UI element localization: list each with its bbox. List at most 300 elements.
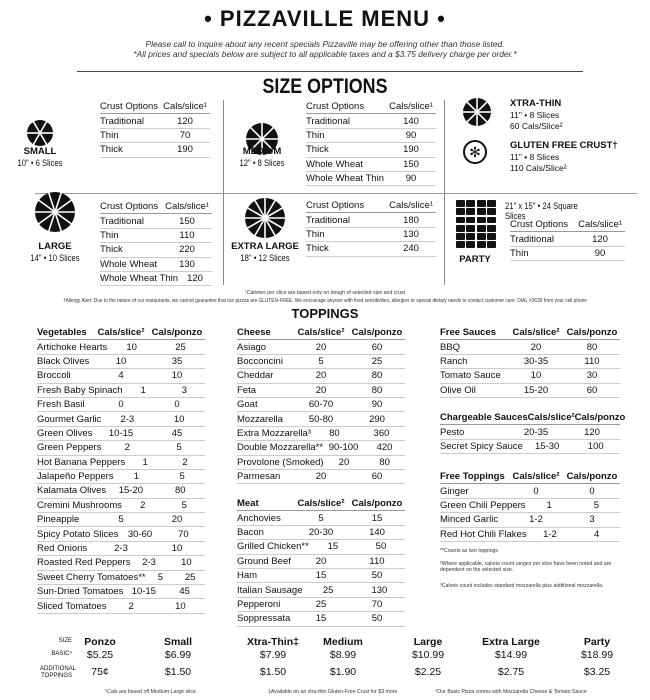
row-value: 45 (171, 427, 183, 439)
row-label-additional: ADDITIONAL TOPPINGS (40, 666, 77, 679)
category-name: Free Toppings (440, 471, 505, 483)
row-label: Green Olives (37, 427, 93, 439)
row-label: Jalapeño Peppers (37, 471, 114, 483)
row-value: 10 (171, 543, 183, 555)
row-value: 80 (586, 341, 598, 353)
table-row (440, 425, 620, 439)
row-value: 110 (369, 555, 385, 567)
col-header: Cals/slice² (97, 327, 145, 339)
row-label: Feta (237, 384, 257, 396)
table-row (237, 427, 405, 441)
row-label-basic: BASIC⁴ (51, 651, 72, 657)
row-value: 3 (589, 514, 595, 526)
size-name: SMALL (23, 146, 57, 157)
row-label: Italian Sausage (237, 584, 303, 596)
row-value: 1 (142, 456, 148, 468)
row-label: Whole Wheat (100, 258, 158, 270)
price-size: Small (163, 636, 192, 648)
row-label-size: SIZE (58, 638, 72, 644)
row-label: Ham (237, 570, 258, 582)
table-row (237, 441, 405, 455)
table-row (306, 158, 436, 172)
row-value: 2 (128, 600, 134, 612)
table-header (306, 199, 436, 213)
price-additional: $3.25 (583, 666, 611, 678)
table-row (237, 612, 405, 626)
row-label: Kalamata Olives (37, 485, 107, 497)
table-row (37, 527, 205, 541)
size-dims: 21" x 15" • 24 Square Slices (505, 201, 578, 221)
table-row (100, 143, 210, 157)
row-label: Black Olives (37, 355, 90, 367)
row-value: 60 (586, 384, 598, 396)
cheese-table (237, 326, 405, 484)
row-label: Soppressata (237, 613, 291, 625)
row-label: Gourmet Garlic (37, 413, 102, 425)
col-header: Cals/slice² (527, 412, 575, 424)
table-row (237, 540, 405, 554)
price-size: Ponzo (84, 636, 116, 648)
row-value: 70 (371, 598, 383, 610)
table-row (37, 355, 205, 369)
row-value: 5 (181, 499, 187, 511)
row-label: Whole Wheat Thin (100, 273, 178, 285)
size-dims: 11" • 8 Slices (510, 110, 560, 120)
table-row (510, 247, 625, 261)
row-label: Traditional (100, 115, 145, 127)
row-label: Cheddar (237, 370, 274, 382)
row-label: Thin (510, 247, 529, 259)
medium-table (306, 100, 436, 186)
row-label: Double Mozzarella** (237, 442, 324, 454)
table-row (37, 456, 205, 470)
row-value: 220 (179, 244, 195, 256)
divider (77, 71, 583, 72)
size-dims: 11" • 8 Slices (510, 152, 560, 162)
table-row (237, 555, 405, 569)
row-value: 2-3 (114, 543, 128, 555)
row-value: 140 (403, 115, 419, 127)
row-value: 20 (315, 341, 327, 353)
col-header: Crust Options (100, 101, 159, 113)
large-table (100, 200, 212, 286)
table-row (237, 526, 405, 540)
table-row (440, 369, 620, 383)
row-label: Pepperoni (237, 598, 281, 610)
row-value: 15 (327, 541, 339, 553)
row-label: Pineapple (37, 514, 80, 526)
row-label: Thin (306, 129, 325, 141)
row-value: 50-80 (308, 413, 334, 425)
row-label: Red Onions (37, 543, 88, 555)
price-size: Medium (323, 636, 363, 648)
price-basic: $8.99 (329, 649, 357, 661)
gluten-free-icon: ✻ (463, 140, 487, 164)
menu-title: • PIZZAVILLE MENU • (204, 6, 446, 31)
table-header (306, 100, 436, 114)
size-name: LARGE (38, 241, 72, 252)
row-label: Sweet Cherry Tomatoes** (37, 571, 146, 583)
row-value: 360 (373, 427, 390, 439)
row-value: 50 (371, 613, 383, 625)
row-value: 130 (403, 228, 419, 240)
row-value: 10 (173, 413, 185, 425)
row-value: 2-3 (142, 557, 156, 569)
table-row (37, 412, 205, 426)
table-row (237, 569, 405, 583)
size-dims: 14" • 10 Slices (30, 253, 80, 263)
row-value: 10 (530, 370, 542, 382)
xtra-thin-pizza-icon (461, 96, 493, 133)
row-label: Hot Banana Peppers (37, 456, 126, 468)
size-name: GLUTEN FREE CRUST† (510, 140, 618, 151)
row-value: 90-100 (328, 442, 359, 454)
row-value: 180 (403, 214, 419, 226)
row-value: 4 (594, 528, 600, 540)
row-label: Minced Garlic (440, 514, 499, 526)
row-value: 3 (181, 384, 188, 396)
price-additional: $1.50 (259, 666, 287, 678)
price-size: Party (583, 636, 611, 648)
row-label: Thin (100, 129, 119, 141)
row-value: 15-30 (535, 440, 560, 452)
row-value: 25 (315, 598, 327, 610)
size-name: EXTRA LARGE (231, 241, 299, 252)
row-label: Whole Wheat Thin (306, 173, 384, 185)
row-value: 1 (133, 471, 140, 483)
table-row (440, 340, 620, 354)
price-basic: $7.99 (259, 649, 287, 661)
row-value: 0 (533, 485, 539, 497)
table-row (37, 398, 205, 412)
col-header: Cals/ponzo (574, 412, 626, 424)
col-header: Cals/slice¹ (165, 201, 209, 213)
row-value: 35 (171, 355, 183, 367)
size-name: PARTY (459, 254, 491, 265)
size-name: MEDIUM (242, 146, 282, 157)
row-value: 150 (179, 215, 195, 227)
table-header (237, 497, 405, 511)
table-row (306, 143, 436, 157)
row-label: Olive Oil (440, 384, 476, 396)
size-dims: 18" • 12 Slices (240, 253, 290, 263)
row-value: 15 (371, 512, 383, 524)
table-row (440, 355, 620, 369)
row-value: 190 (403, 144, 419, 156)
table-row (100, 114, 210, 128)
row-value: 20 (171, 514, 183, 526)
row-value: 80 (329, 427, 340, 439)
price-size: Large (413, 636, 443, 648)
table-header (100, 100, 210, 114)
table-row (100, 272, 212, 286)
row-value: 70 (178, 528, 189, 540)
price-size: Xtra-Thin‡ (247, 636, 299, 648)
chargeable_sauces-table (440, 411, 626, 454)
row-value: 60-70 (308, 399, 334, 411)
row-value: 25 (175, 341, 186, 353)
row-label: Whole Wheat (306, 158, 364, 170)
size-cals: 110 Cals/Slice² (510, 163, 567, 173)
row-value: 20-35 (523, 426, 549, 438)
row-value: 10-15 (131, 586, 156, 598)
row-value: 5 (179, 471, 185, 483)
col-header: Cals/ponzo (566, 327, 618, 339)
col-header: Cals/slice¹ (389, 101, 433, 113)
row-value: 90 (405, 173, 417, 185)
table-row (237, 470, 405, 484)
table-row (306, 129, 436, 143)
size-dims: 12" • 8 Slices (239, 158, 285, 168)
table-row (100, 129, 210, 143)
row-label: Fresh Baby Spinach (37, 384, 123, 396)
row-value: 0 (118, 399, 124, 411)
row-value: 10 (171, 370, 183, 382)
meat-table (237, 497, 405, 627)
row-value: 2 (140, 499, 146, 511)
party-pizza-icon (456, 200, 496, 248)
row-value: 100 (587, 440, 604, 452)
price-note: ⁵Cals are based off Medium-Large slice (105, 689, 196, 695)
row-value: 240 (403, 243, 419, 255)
free_toppings-table (440, 470, 620, 542)
row-value: 20-30 (308, 526, 334, 538)
row-value: 30 (586, 370, 598, 382)
row-value: 120 (177, 115, 193, 127)
size-name: XTRA-THIN (510, 98, 562, 109)
col-header: Crust Options (100, 201, 159, 213)
table-row (510, 232, 625, 246)
row-label: Green Peppers (37, 442, 102, 454)
row-label: Thick (306, 144, 329, 156)
row-value: 80 (174, 485, 186, 497)
row-label: Thin (100, 229, 119, 241)
table-row (100, 214, 212, 228)
row-label: Thick (100, 144, 123, 156)
row-label: Cremini Mushrooms (37, 499, 122, 511)
row-value: 120 (592, 233, 608, 245)
table-row (37, 441, 205, 455)
table-row (237, 456, 405, 470)
row-label: Sun-Dried Tomatoes (37, 586, 124, 598)
table-row (237, 398, 405, 412)
row-value: 1-2 (529, 514, 543, 526)
table-row (237, 598, 405, 612)
row-label: Goat (237, 399, 258, 411)
tax-note: *All prices and specials below are subject to all applicable taxes and a $3.75 delivery charge per order.* (133, 49, 517, 59)
row-value: 20 (338, 456, 350, 468)
row-value: 110 (179, 229, 195, 241)
table-row (37, 484, 205, 498)
row-value: 15-20 (118, 485, 144, 497)
row-label: Tomato Sauce (440, 370, 501, 382)
table-row (306, 172, 436, 186)
row-value: 2 (124, 442, 130, 454)
table-row (37, 571, 205, 585)
row-value: 20 (315, 555, 327, 567)
table-row (237, 355, 405, 369)
table-row (440, 499, 620, 513)
table-row (237, 369, 405, 383)
row-label: Bacon (237, 526, 264, 538)
row-value: 90 (405, 129, 417, 141)
row-label: Thin (306, 228, 325, 240)
table-row (440, 484, 620, 498)
col-header: Crust Options (306, 101, 365, 113)
table-row (37, 470, 205, 484)
col-header: Cals/slice¹ (389, 200, 433, 212)
table-row (100, 229, 212, 243)
col-header: Cals/slice¹ (578, 219, 622, 231)
price-note: ‡Available on an xtra-thin Gluten-Free Crust for $3 more (268, 689, 398, 695)
row-value: 80 (371, 370, 383, 382)
row-value: 50 (375, 541, 387, 553)
row-value: 70 (179, 129, 191, 141)
col-header: Cals/slice² (297, 498, 345, 510)
row-label: Roasted Red Peppers (37, 557, 131, 569)
table-row (37, 556, 205, 570)
price-size: Extra Large (482, 636, 540, 648)
row-value: 20 (530, 341, 542, 353)
row-label: Traditional (510, 233, 555, 245)
price-additional: $1.50 (164, 666, 192, 678)
table-row (440, 384, 620, 398)
row-value: 150 (403, 158, 419, 170)
table-row (37, 369, 205, 383)
table-row (100, 258, 212, 272)
row-label: Red Hot Chili Flakes (440, 528, 527, 540)
col-header: Cals/ponzo (351, 498, 403, 510)
col-header: Crust Options (306, 200, 365, 212)
table-row (306, 114, 436, 128)
row-value: 60 (371, 471, 383, 483)
divider (35, 193, 637, 194)
row-value: 130 (179, 258, 195, 270)
table-row (37, 499, 205, 513)
row-value: 80 (379, 456, 390, 468)
pizza-extra_large-icon (243, 196, 287, 245)
col-header: Cals/slice² (512, 327, 560, 339)
row-label: Anchovies (237, 512, 281, 524)
row-value: 90 (594, 247, 606, 259)
row-value: 80 (371, 384, 383, 396)
row-value: 5 (176, 442, 182, 454)
table-row (37, 384, 205, 398)
toppings-title: TOPPINGS (291, 306, 359, 321)
row-label: Broccoli (37, 370, 71, 382)
category-name: Free Sauces (440, 327, 496, 339)
extra_large-table (306, 199, 436, 257)
free_sauces-table (440, 326, 620, 398)
row-value: 1-2 (543, 528, 557, 540)
table-row (237, 340, 405, 354)
col-header: Cals/slice² (297, 327, 345, 339)
party-table (510, 218, 625, 261)
table-row (306, 213, 436, 227)
row-value: 25 (322, 584, 334, 596)
row-value: 15 (315, 570, 327, 582)
row-value: 50 (371, 570, 383, 582)
row-value: 15-20 (523, 384, 549, 396)
row-value: 5 (318, 512, 324, 524)
row-value: 10 (115, 355, 127, 367)
row-value: 2 (182, 456, 188, 468)
row-value: 0 (589, 485, 595, 497)
row-label: Asiago (237, 341, 267, 353)
price-note: ⁴Our Basic Pizza comes with Mozzarella Cheese & Tomato Sauce (435, 689, 587, 695)
toppings-note: **Counts as two toppings (440, 548, 498, 554)
row-value: 1 (140, 384, 146, 396)
toppings-note: ²Where applicable, calorie count ranges per slice have been noted and are dependent on the selected size. (440, 561, 612, 573)
size-options-title: SIZE OPTIONS (262, 75, 388, 98)
pizza-large-icon (33, 190, 77, 239)
price-basic: $14.99 (494, 649, 528, 661)
row-value: 60 (371, 341, 383, 353)
row-value: 25 (371, 355, 383, 367)
row-label: Provolone (Smoked) (237, 456, 324, 468)
row-value: 10 (175, 600, 186, 612)
table-row (237, 583, 405, 597)
row-label: Grilled Chicken** (237, 541, 309, 553)
table-row (37, 340, 205, 354)
table-header (37, 326, 205, 340)
row-label: Traditional (306, 115, 351, 127)
row-label: Thick (306, 243, 329, 255)
row-label: Ranch (440, 355, 468, 367)
table-row (37, 542, 205, 556)
category-name: Vegetables (37, 327, 87, 339)
table-row (237, 412, 405, 426)
table-header (100, 200, 212, 214)
table-row (440, 513, 620, 527)
table-row (306, 228, 436, 242)
price-additional: $2.75 (497, 666, 525, 678)
size-dims: 10" • 6 Slices (17, 158, 63, 168)
row-label: Artichoke Hearts (37, 341, 108, 353)
table-row (37, 427, 205, 441)
row-value: 15 (315, 613, 327, 625)
table-header (440, 411, 626, 425)
price-basic: $18.99 (580, 649, 614, 661)
table-row (440, 528, 620, 542)
price-basic: $6.99 (164, 649, 192, 661)
row-value: 20 (315, 471, 327, 483)
row-label: Pesto (440, 426, 465, 438)
price-additional: $2.25 (414, 666, 442, 678)
table-row (306, 242, 436, 256)
row-value: 4 (118, 370, 124, 382)
table-row (237, 384, 405, 398)
row-value: 130 (371, 584, 388, 596)
col-header: Cals/ponzo (151, 327, 203, 339)
row-label: Spicy Potato Slices (37, 528, 119, 540)
price-additional: 75¢ (91, 666, 109, 678)
row-value: 120 (187, 273, 203, 285)
row-label: Secret Spicy Sauce (440, 440, 523, 452)
row-value: 5 (593, 499, 600, 511)
toppings-note: ³Calorie count includes standard mozzarella plus additional mozzarella. (440, 583, 604, 589)
row-value: 2-3 (120, 413, 135, 425)
col-header: Cals/slice² (512, 471, 560, 483)
row-value: 45 (179, 586, 190, 598)
row-value: 20 (315, 370, 327, 382)
col-header: Cals/slice¹ (163, 101, 207, 113)
row-value: 1 (546, 499, 552, 511)
table-row (440, 440, 620, 454)
row-label: Traditional (100, 215, 145, 227)
row-value: 190 (177, 144, 193, 156)
calories-footnote: ¹Calories per slice are based only on dough of selected size and crust (244, 290, 406, 296)
